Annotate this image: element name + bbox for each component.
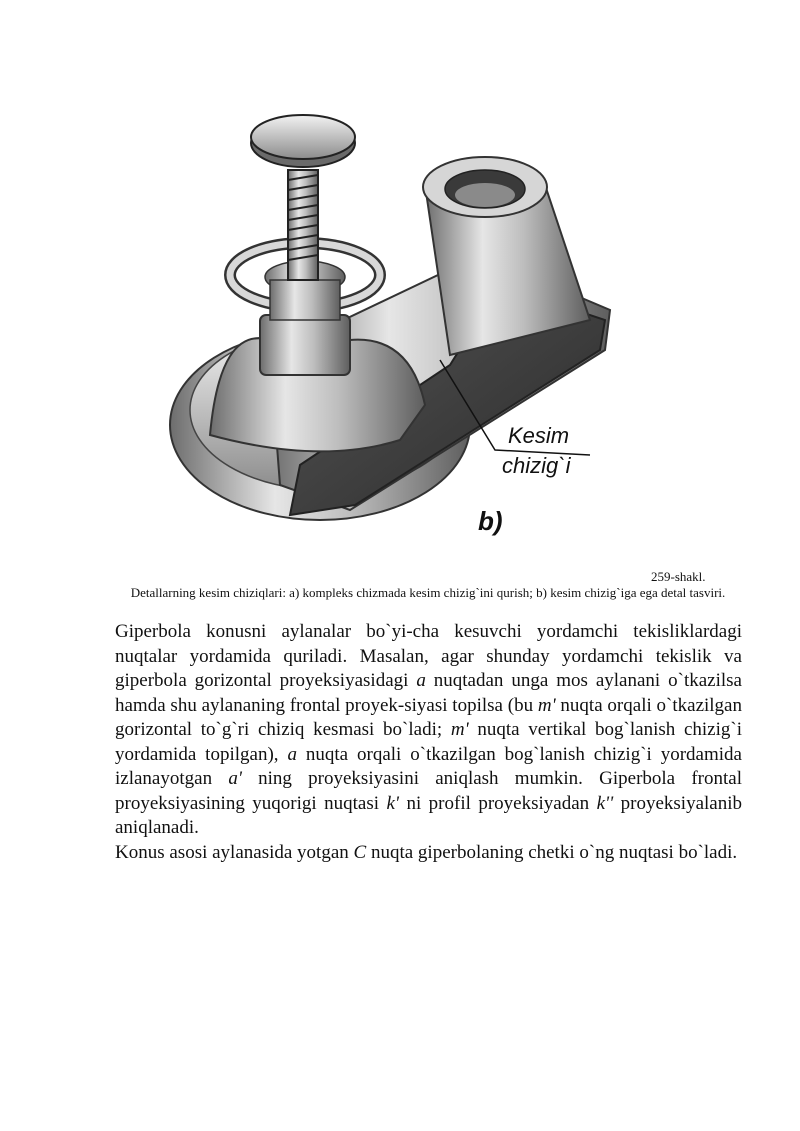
text-run: nuqta vertikal bog`lanish chizig`i yordamida topilgan), [115, 719, 743, 765]
text-run: nuqta orqali o`tkazilgan gorizontal to`g`ri chiziq kesmasi bo`ladi; [115, 694, 742, 740]
screw-head [251, 115, 355, 159]
text-run: Konus asosi aylanasida yotgan [115, 841, 354, 863]
variable: k' [386, 792, 399, 814]
screw [288, 170, 318, 280]
figure-caption: Detallarning kesim chiziqlari: a) kompleks chizmada kesim chizig`ini qurish; b) kesim chizig`iga ega detal tasviri. [130, 585, 726, 600]
paragraph-1 [115, 620, 742, 841]
paragraph-2 [115, 841, 742, 866]
callout-label-line2: chizig`i [502, 453, 571, 478]
figure-sub-label: b) [478, 506, 503, 536]
variable: m' [537, 694, 556, 716]
text-run: nuqta giperbolaning chetki o`ng nuqtasi bo`ladi. [366, 841, 738, 863]
callout-label-line1: Kesim [508, 423, 570, 448]
text-run: Giperbola konusni aylanalar bo`yi-cha kesuvchi yordamchi tekisliklardagi nuqtalar yordamida quriladi. Masalan, agar shunday yordamchi tekislik va giperbola gorizontal proyeksiyasidagi [115, 621, 742, 691]
part-illustration [150, 105, 620, 555]
variable: a [416, 670, 426, 691]
variable: C [353, 841, 367, 863]
text-run: ning proyeksiyasini aniqlash mumkin. Giperbola frontal proyeksiyasining yuqorigi nuqtasi [115, 768, 742, 814]
variable: k'' [596, 792, 614, 814]
text-run: ni profil proyeksiyadan [398, 792, 597, 814]
hub-neck [260, 315, 350, 375]
body-text [115, 620, 742, 865]
text-run: nuqta orqali o`tkazilgan bog`lanish chizig`i yordamida izlanayotgan [115, 743, 742, 789]
figure-number: 259-shakl. [651, 569, 706, 584]
text-run: proyeksiyalanib aniqlanadi. [115, 792, 743, 838]
variable: a [287, 743, 297, 765]
variable: a' [228, 768, 242, 789]
text-run: nuqtadan unga mos aylanani o`tkazilsa hamda shu aylananing frontal proyek-siyasi topilsa (bu [115, 670, 742, 716]
variable: m' [450, 719, 469, 740]
